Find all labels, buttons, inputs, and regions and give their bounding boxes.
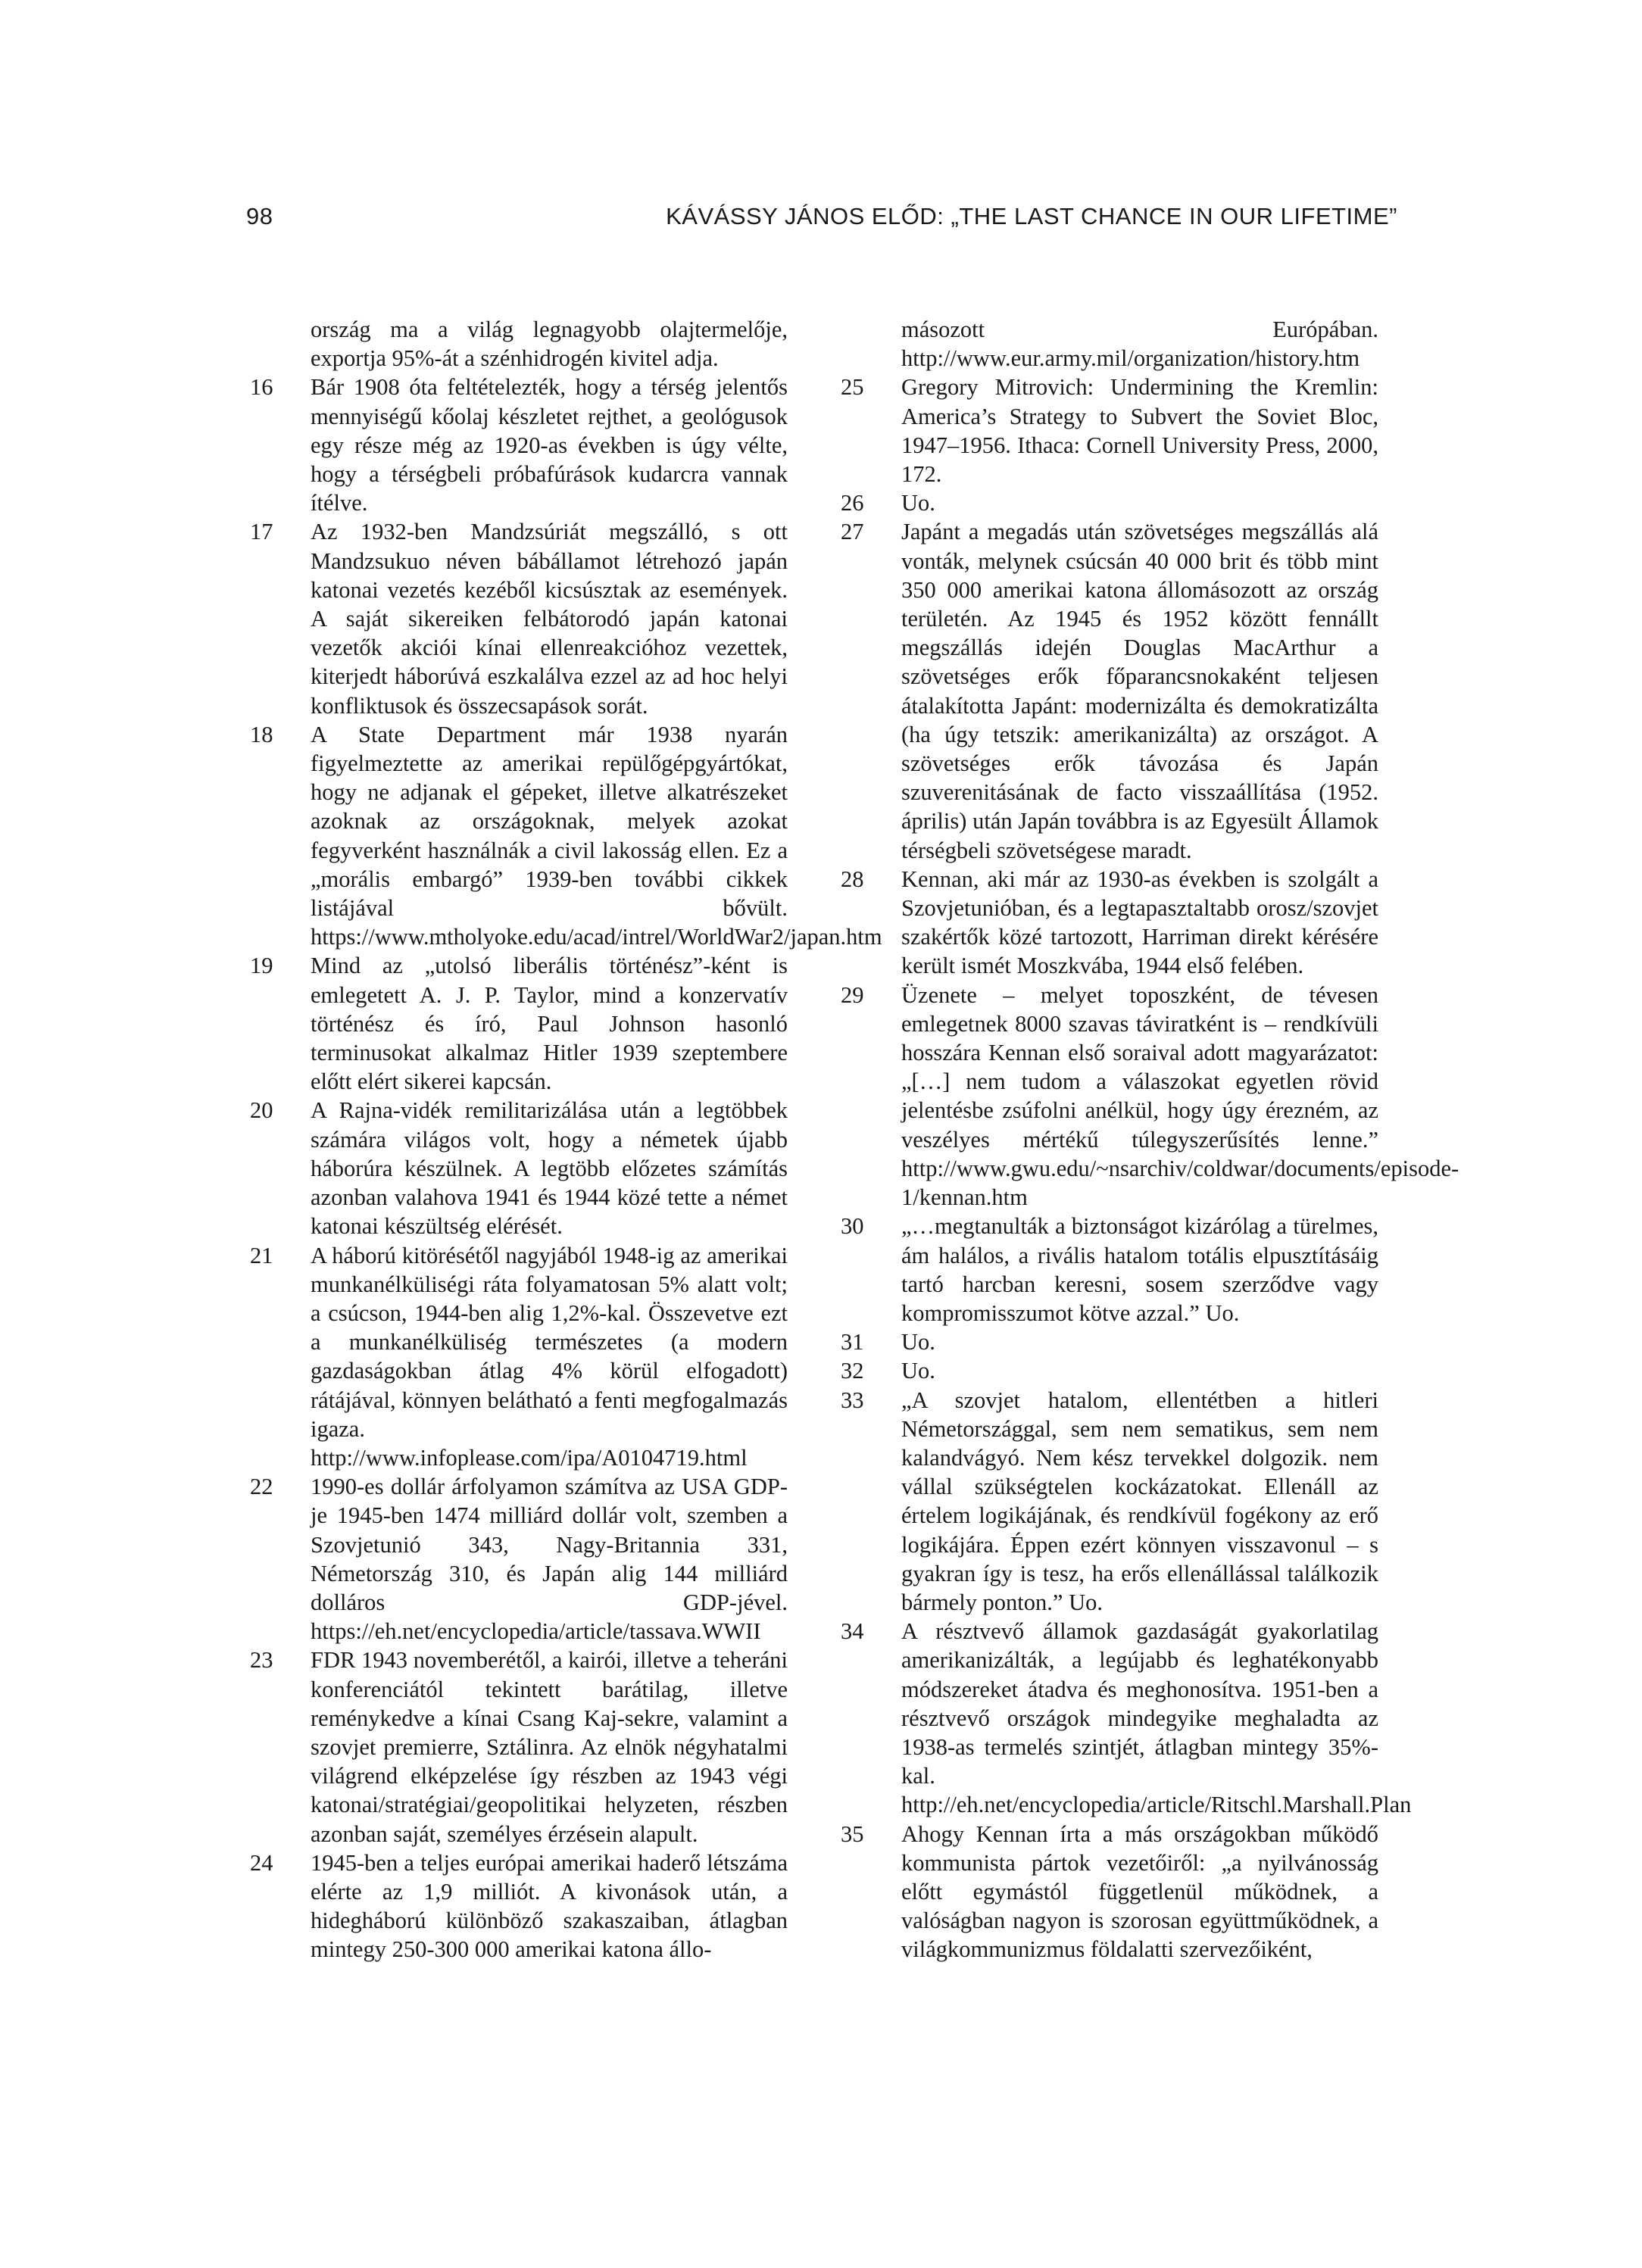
footnote-number: 23 bbox=[250, 1647, 273, 1674]
footnote-number: 35 bbox=[841, 1820, 864, 1847]
footnote-number: 34 bbox=[841, 1618, 864, 1645]
footnote-17 bbox=[250, 517, 788, 719]
footnote-number: 25 bbox=[841, 374, 864, 401]
footnote-23 bbox=[250, 1646, 788, 1848]
footnote-number: 26 bbox=[841, 490, 864, 516]
footnote-number: 33 bbox=[841, 1387, 864, 1413]
footnote-number: 22 bbox=[250, 1474, 273, 1500]
footnote-text: Mind az „utolsó liberális történész”-ként is emlegetett A. J. P. Taylor, mind a konzervatív történész és író, Paul Johnson hasonló terminusokat alkalmaz Hitler 1939 szeptembere előtt elért sikerei kapcsán. bbox=[311, 953, 788, 1095]
footnote-number: 24 bbox=[250, 1849, 273, 1876]
footnote-number: 16 bbox=[250, 374, 273, 401]
footnote-text: Uo. bbox=[901, 1329, 935, 1355]
footnote-text: Üzenete – melyet toposzként, de tévesen emlegetnek 8000 szavas táviratként is – rendkívüli hosszára Kennan első soraival adott magyarázatot: „[…] nem tudom a válaszokat egyetlen rövid jelentésbe zsúfolni anélkül, hogy úgy érezném, az veszélyes mértékű túlegyszerűsítés lenne.” http://www.gwu.edu/~nsarchiv/coldwar/documents/episode-1/kennan.htm bbox=[901, 981, 1459, 1211]
footnote-29 bbox=[841, 981, 1459, 1212]
footnote-number: 19 bbox=[250, 953, 273, 979]
footnote-text: „…megtanulták a biztonságot kizárólag a türelmes, ám halálos, a rivális hatalom totális elpusztításáig tartó harcban keresni, sosem szerződve vagy kompromisszumot kötve azzal.” Uo. bbox=[901, 1213, 1378, 1326]
page-number: 98 bbox=[246, 203, 273, 229]
footnote-number: 28 bbox=[841, 866, 864, 892]
footnote-continuation: másozott Európában. http://www.eur.army.mil/organization/history.htm bbox=[901, 317, 1378, 372]
footnote-text: 1945-ben a teljes európai amerikai haderő létszáma elérte az 1,9 milliót. A kivonások után, a hidegháború különböző szakaszaiban, átlagban mintegy 250-300 000 amerikai katona állo- bbox=[311, 1849, 788, 1963]
footnote-27 bbox=[841, 517, 1378, 864]
footnote-33 bbox=[841, 1386, 1378, 1618]
footnote-number: 17 bbox=[250, 519, 273, 545]
footnote-text: A Rajna-vidék remilitarizálása után a legtöbbek számára világos volt, hogy a németek újabb háborúra készülnek. A legtöbb előzetes számítás azonban valahova 1941 és 1944 közé tette a német katonai készültség elérését. bbox=[311, 1097, 788, 1240]
footnote-22 bbox=[250, 1472, 788, 1646]
footnote-35 bbox=[841, 1820, 1378, 1964]
footnote-number: 30 bbox=[841, 1213, 864, 1240]
running-title: KÁVÁSSY JÁNOS ELŐD: „THE LAST CHANCE IN OUR LIFETIME” bbox=[666, 203, 1397, 229]
footnote-16 bbox=[250, 373, 788, 517]
footnote-text: Uo. bbox=[901, 1358, 935, 1384]
footnote-21 bbox=[250, 1241, 788, 1473]
footnote-text: Ahogy Kennan írta a más országokban működő kommunista pártok vezetőiről: „a nyilvánosság előtt egymástól függetlenül működnek, a valóságban nagyon is szorosan együttműködnek, a világkommunizmus földalatti szervezőiként, bbox=[901, 1820, 1378, 1963]
footnote-text: FDR 1943 novemberétől, a kairói, illetve a teheráni konferenciától tekintett barátilag, illetve reménykedve a kínai Csang Kaj-sekre, valamint a szovjet premierre, Sztálinra. Az elnök négyhatalmi világrend elképzelése így részben az 1943 végi katonai/stratégiai/geopolitikai helyzeten, részben azonban saját, személyes érzésein alapult. bbox=[311, 1647, 788, 1847]
footnote-text: Kennan, aki már az 1930-as években is szolgált a Szovjetunióban, és a legtapasztaltabb orosz/szovjet szakértők közé tartozott, Harriman direkt kérésére került ismét Moszkvába, 1944 első felében. bbox=[901, 866, 1378, 979]
footnote-number: 20 bbox=[250, 1097, 273, 1124]
footnote-19 bbox=[250, 951, 788, 1096]
footnote-text: Japánt a megadás után szövetséges megszállás alá vonták, melynek csúcsán 40 000 brit és több mint 350 000 amerikai katona állomásozott az ország területén. Az 1945 és 1952 között fennállt megszállás idején Douglas MacArthur a szövetséges erők főparancsnokaként teljesen átalakította Japánt: modernizálta és demokratizálta (ha úgy tetszik: amerikanizálta) az országot. A szövetséges erők távozása és Japán szuverenitásának de facto visszaállítása (1952. április) után Japán továbbra is az Egyesült Államok térségbeli szövetségese maradt. bbox=[901, 519, 1378, 863]
footnote-text: Uo. bbox=[901, 490, 935, 516]
footnote-text: A háború kitörésétől nagyjából 1948-ig az amerikai munkanélküliségi ráta folyamatosan 5% alatt volt; a csúcson, 1944-ben alig 1,2%-kal. Összevetve ezt a munkanélküliség természetes (a modern gazdaságokban átlag 4% körül elfogadott) rátájával, könnyen belátható a fenti megfogalmazás igaza. http://www.infoplease.com/ipa/A0104719.html bbox=[311, 1242, 788, 1471]
running-header bbox=[246, 203, 1397, 241]
footnote-number: 18 bbox=[250, 721, 273, 747]
footnote-number: 27 bbox=[841, 519, 864, 545]
footnote-30 bbox=[841, 1212, 1378, 1327]
footnote-text: A State Department már 1938 nyarán figyelmeztette az amerikai repülőgépgyártókat, hogy ne adjanak el gépeket, illetve alkatrészeket azoknak az országoknak, melyek azokat fegyverként használnák a civil lakosság ellen. Ez a „morális embargó” 1939-ben további cikkek listájával bővült. https://www.mtholyoke.edu/acad/intrel/WorldWar2/japan.htm bbox=[311, 721, 882, 950]
footnote-number: 31 bbox=[841, 1329, 864, 1355]
footnote-text: A résztvevő államok gazdaságát gyakorlatilag amerikanizálták, a legújabb és leghatékonyabb módszereket átadva és meghonosítva. 1951-ben a résztvevő országok mindegyike meghaladta az 1938-as termelés szintjét, átlagban mintegy 35%-kal. http://eh.net/encyclopedia/article/Ritschl.Marshall.Plan bbox=[901, 1618, 1412, 1818]
footnote-24 bbox=[250, 1848, 788, 1964]
footnote-text: Gregory Mitrovich: Undermining the Kremlin: America’s Strategy to Subvert the Soviet Bloc, 1947–1956. Ithaca: Cornell University Press, 2000, 172. bbox=[901, 374, 1378, 488]
footnote-number: 32 bbox=[841, 1358, 864, 1384]
footnote-text: 1990-es dollár árfolyamon számítva az USA GDP-je 1945-ben 1474 milliárd dollár volt, szemben a Szovjetunió 343, Nagy-Britannia 331, Németország 310, és Japán alig 144 milliárd dolláros GDP-jével. https://eh.net/encyclopedia/article/tassava.WWII bbox=[311, 1474, 788, 1645]
footnote-28 bbox=[841, 865, 1378, 981]
footnote-text: „A szovjet hatalom, ellentétben a hitleri Németországgal, sem nem sematikus, sem nem kalandvágyó. Nem kész tervekkel dolgozik. nem vállal szükségtelen kockázatokat. Ellenáll az értelem logikájának, és rendkívül fogékony az erő logikájára. Éppen ezért könnyen visszavonul – s gyakran így is tesz, ha erős ellenállással találkozik bármely ponton.” Uo. bbox=[901, 1387, 1378, 1615]
footnote-34 bbox=[841, 1617, 1412, 1819]
footnote-continuation: ország ma a világ legnagyobb olajtermelője, exportja 95%-át a szénhidrogén kivitel adja. bbox=[311, 317, 788, 372]
footnote-20 bbox=[250, 1096, 788, 1240]
footnote-25 bbox=[841, 373, 1378, 488]
footnote-number: 29 bbox=[841, 981, 864, 1008]
right-column bbox=[841, 315, 1459, 1964]
footnote-text: Az 1932-ben Mandzsúriát megszálló, s ott Mandzsukuo néven bábállamot létrehozó japán katonai vezetés kezéből kicsúsztak az események. A saját sikereiken felbátorodó japán katonai vezetők akciói kínai ellenreakcióhoz vezettek, kiterjedt háborúvá eszkalálva ezzel az ad hoc helyi konfliktusok és összecsapások sorát. bbox=[311, 519, 788, 719]
footnote-number: 21 bbox=[250, 1242, 273, 1268]
footnote-32 bbox=[841, 1356, 1378, 1385]
footnote-text: Bár 1908 óta feltételezték, hogy a térség jelentős mennyiségű kőolaj készletet rejthet, a geológusok egy része még az 1920-as években is úgy vélte, hogy a térségbeli próbafúrások kudarcra vannak ítélve. bbox=[311, 374, 788, 516]
footnote-26 bbox=[841, 488, 1378, 517]
footnote-31 bbox=[841, 1327, 1378, 1356]
